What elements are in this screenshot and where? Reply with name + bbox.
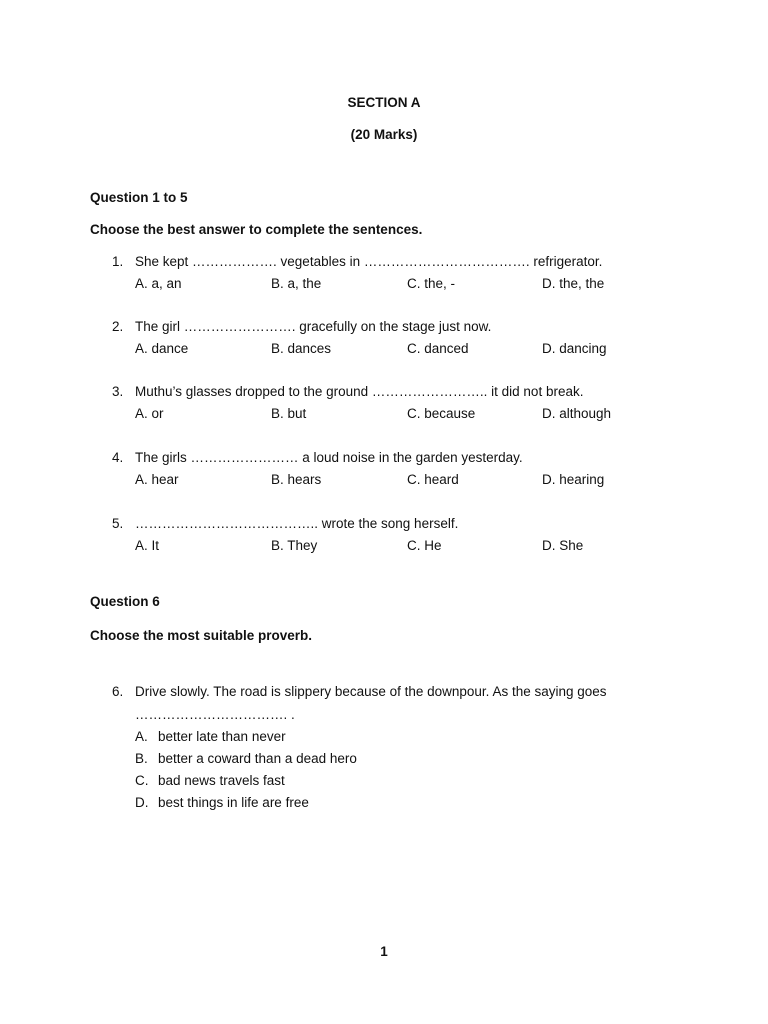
option-d: D. although <box>542 406 612 421</box>
option-a: A. It <box>135 538 160 553</box>
option-b: B. dances <box>271 341 332 356</box>
option-a-text: better late than never <box>158 729 286 744</box>
option-b: B. a, the <box>271 276 322 291</box>
part1-heading: Question 1 to 5 <box>90 190 188 205</box>
question-text: ………………………………….. wrote the song herself. <box>135 516 459 531</box>
option-b: B. but <box>271 406 307 421</box>
option-d-text: best things in life are free <box>158 795 309 810</box>
option-d: D. the, the <box>542 276 605 291</box>
question-text: The girls …………………… a loud noise in the garden yesterday. <box>135 450 523 465</box>
question-number: 1. <box>112 254 124 269</box>
option-c: C. He <box>407 538 442 553</box>
option-c: C. because <box>407 406 476 421</box>
option-b: B. hears <box>271 472 322 487</box>
question-number: 5. <box>112 516 124 531</box>
option-b-text: better a coward than a dead hero <box>158 751 357 766</box>
option-c-letter: C. <box>135 773 149 788</box>
option-a: A. hear <box>135 472 179 487</box>
option-d: D. She <box>542 538 584 553</box>
question-number: 4. <box>112 450 124 465</box>
option-c: C. heard <box>407 472 459 487</box>
question-number: 3. <box>112 384 124 399</box>
option-c-text: bad news travels fast <box>158 773 285 788</box>
part2-instruction: Choose the most suitable proverb. <box>90 628 313 643</box>
option-b-letter: B. <box>135 751 148 766</box>
option-a: A. or <box>135 406 164 421</box>
question-number: 6. <box>112 684 124 699</box>
page-number: 1 <box>380 944 388 959</box>
option-d-letter: D. <box>135 795 149 810</box>
option-c: C. the, - <box>407 276 456 291</box>
option-a: A. dance <box>135 341 189 356</box>
part1-instruction: Choose the best answer to complete the sentences. <box>90 222 423 237</box>
question-text: The girl ……………………. gracefully on the stage just now. <box>135 319 492 334</box>
option-c: C. danced <box>407 341 469 356</box>
question-text-line2: ……………………………. . <box>135 707 295 722</box>
question-number: 2. <box>112 319 124 334</box>
option-a: A. a, an <box>135 276 182 291</box>
question-text: Muthu’s glasses dropped to the ground …………………….. it did not break. <box>135 384 584 399</box>
section-title: SECTION A <box>347 95 421 110</box>
option-a-letter: A. <box>135 729 148 744</box>
part2-heading: Question 6 <box>90 594 160 609</box>
question-text: She kept ………………. vegetables in ………………………………. refrigerator. <box>135 254 603 269</box>
marks-label: (20 Marks) <box>350 127 418 142</box>
option-d: D. dancing <box>542 341 607 356</box>
option-b: B. They <box>271 538 318 553</box>
option-d: D. hearing <box>542 472 605 487</box>
question-text-line1: Drive slowly. The road is slippery because of the downpour. As the saying goes <box>135 684 607 699</box>
